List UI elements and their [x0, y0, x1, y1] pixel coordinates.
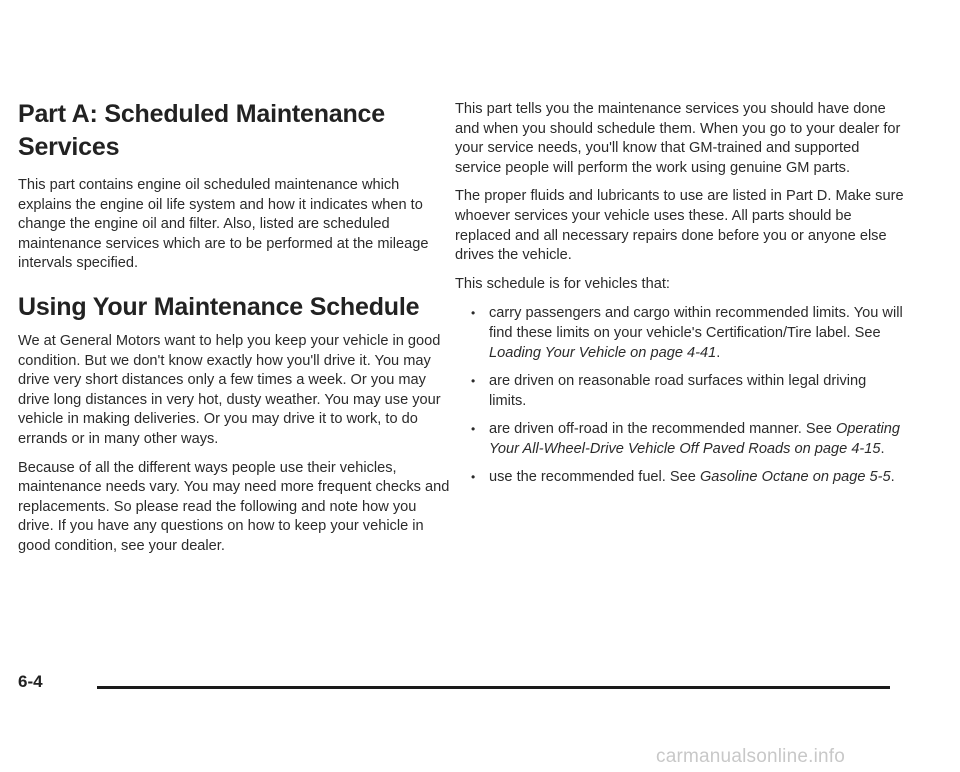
vehicle-conditions-list: [455, 303, 905, 487]
list-item: • are driven off-road in the recommended manner. See Operating Your All-Wheel-Drive Vehicle Off Paved Roads on page 4-15.: [471, 421, 901, 458]
page-number: 6-4: [18, 672, 43, 691]
bullet-icon: •: [471, 422, 476, 437]
list-item: • use the recommended fuel. See Gasoline Octane on page 5-5.: [471, 469, 895, 486]
heading-using-schedule: Using Your Maintenance Schedule: [18, 292, 420, 321]
heading-scheduled-maintenance: Part A: Scheduled Maintenance Services: [18, 100, 385, 161]
bullet-icon: •: [471, 374, 476, 389]
paragraph-fluids-lubricants: The proper fluids and lubricants to use are listed in Part D. Make sure whoever services your vehicle uses these. All parts should be replaced and all necessary repairs done before you or anyone else drives the vehicle.: [455, 188, 904, 264]
list-item: • carry passengers and cargo within recommended limits. You will find these limits on your vehicle's Certification/Tire label. See Loading Your Vehicle on page 4-41.: [471, 305, 903, 362]
list-item: • are driven on reasonable road surfaces within legal driving limits.: [471, 373, 867, 410]
cross-reference: Gasoline Octane on page 5-5: [699, 469, 891, 486]
footer-divider: [97, 686, 890, 689]
bullet-icon: •: [471, 470, 476, 485]
paragraph-services-overview: This part tells you the maintenance services you should have done and when you should schedule them. When you go to your dealer for your service needs, you'll know that GM-trained and supported service people will perform the work using genuine GM parts.: [455, 101, 901, 176]
left-column: [18, 98, 450, 566]
cross-reference: Loading Your Vehicle on page 4-41: [489, 345, 717, 362]
site-watermark: carmanualsonline.info: [656, 746, 846, 767]
paragraph-schedule-intro: This schedule is for vehicles that:: [455, 275, 670, 292]
paragraph-general-motors: We at General Motors want to help you keep your vehicle in good condition. But we don't know exactly how you'll drive it. You may drive very short distances only a few times a week. Or you may drive long distances in very hot, dusty weather. You may use your vehicle in making deliveries. Or you may drive it to work, to do errands or in many other ways.: [18, 332, 441, 447]
cross-reference: Operating Your All-Wheel-Drive Vehicle Off Paved Roads on page 4-15: [489, 421, 901, 458]
paragraph-maintenance-needs: Because of all the different ways people use their vehicles, maintenance needs vary. You may need more frequent checks and replacements. So please read the following and note how you drive. If you have any questions on how to keep your vehicle in good condition, see your dealer.: [18, 459, 450, 554]
bullet-icon: •: [471, 306, 476, 321]
paragraph-engine-oil: This part contains engine oil scheduled maintenance which explains the engine oil life system and how it indicates when to change the engine oil and filter. Also, listed are scheduled maintenance services which are to be performed at the mileage intervals specified.: [18, 177, 429, 272]
right-column: [455, 100, 905, 495]
